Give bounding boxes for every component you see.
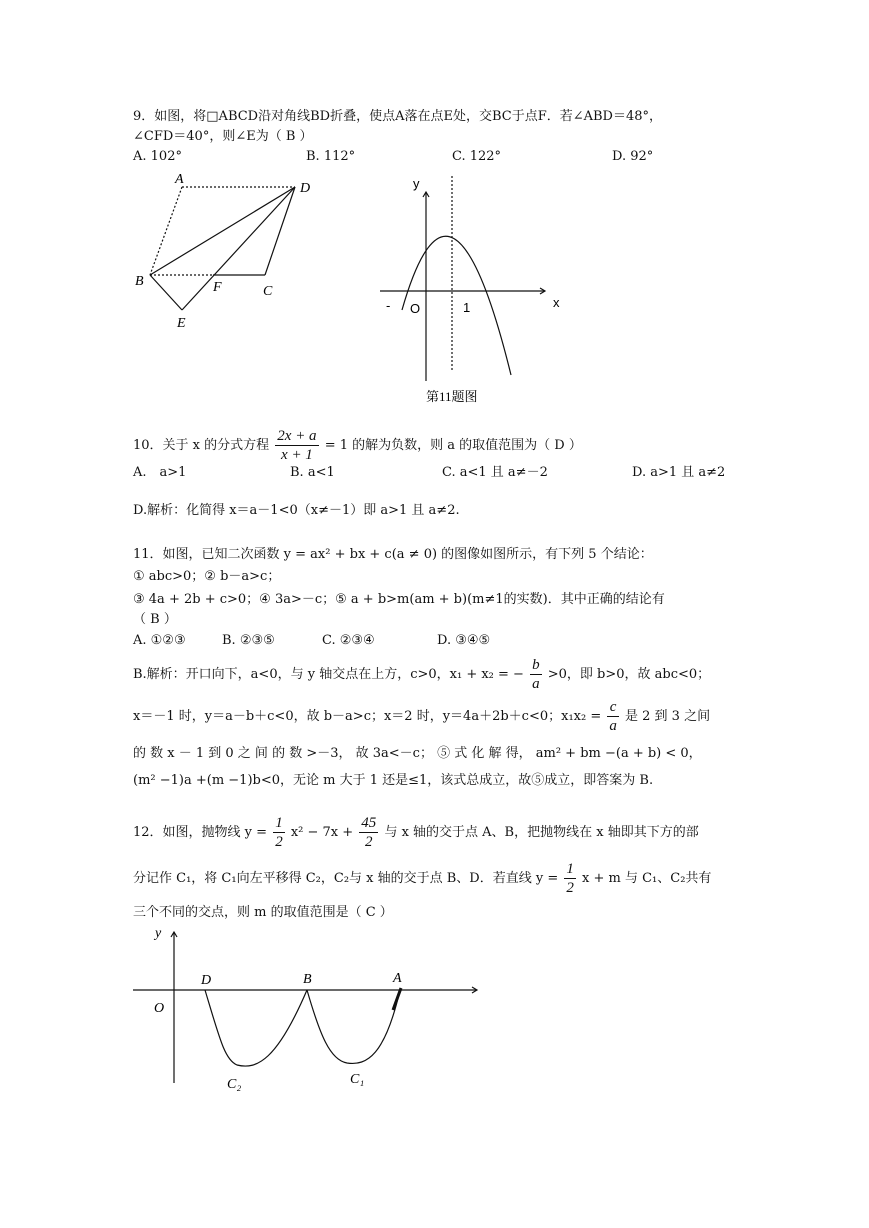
q10-option-d: D. a>1 且 a≠2 [632,465,726,480]
q12-fraction-half [273,814,285,851]
fig11-y-label: y [413,176,420,191]
q11-sol2-prefix: x＝－1 时，y＝a－b＋c<0，故 b－a>c；x＝2 时，y＝4a＋2b＋c<0；x₁x₂ = [133,709,602,724]
parabola-figure [370,170,570,410]
label-a: A [175,172,184,187]
q11-option-c: C. ②③④ [322,633,375,648]
q9-line1: 9．如图，将□ABCD沿对角线BD折叠，使点A落在点E处，交BC于点F．若∠ABD＝48°， [133,109,663,124]
q10-solution: D.解析：化简得 x＝a－1<0（x≠－1）即 a>1 且 a≠2. [133,503,460,518]
q12-middle: x² − 7x + [290,825,354,840]
q11-sol2-fraction-den: a [609,718,617,734]
q11-solution-line3: 的 数 x － 1 到 0 之 间 的 数 >－3， 故 3a<－c； ⑤ 式 化 解 得， am² + bm −(a + b) < 0， [133,746,702,761]
fig12-c2-label: C₂ [227,1077,242,1092]
q9-line2: ∠CFD＝40°，则∠E为（ B ） [133,129,313,144]
fig11-minus-label: - [386,298,391,313]
q11-sol1-fraction-num: b [532,657,540,673]
q12-line2-suffix: x + m 与 C₁、C₂共有 [582,871,712,886]
fig12-b-label: B [303,972,312,987]
q9-option-c: C. 122° [452,149,502,164]
q11-option-b: B. ②③⑤ [222,633,275,648]
fig11-one-label: 1 [463,300,471,315]
parallelogram-figure [125,165,325,335]
q11-option-a: A. ①②③ [133,633,186,648]
fig12-c1-label: C₁ [350,1072,365,1087]
q12-line2-den: 2 [566,880,574,896]
q12-half-den: 2 [275,834,283,850]
q9-option-d: D. 92° [612,149,654,164]
fig12-origin-label: O [154,1001,165,1016]
q10-fraction-den: x + 1 [281,447,313,463]
two-parabola-figure [125,920,495,1100]
q11-solution-line2 [133,697,710,737]
label-e: E [177,316,186,331]
q11-sol1-fraction-den: a [532,676,540,692]
q12-line2-fraction [564,860,576,897]
q10-suffix: = 1 的解为负数，则 a 的取值范围为（ D ） [324,438,582,453]
q10-fraction [275,427,318,464]
q12-line2 [133,858,711,900]
fig12-a-label: A [393,971,402,986]
label-d: D [300,181,311,196]
q11-sol1-fraction [530,656,542,693]
q11-sol2-suffix: 是 2 到 3 之间 [625,709,711,724]
q10-option-b: B. a<1 [290,465,335,480]
q11-option-d: D. ③④⑤ [437,633,491,648]
q11-solution-line4: (m² −1)a +(m −1)b<0，无论 m 大于 1 还是≤1，该式总成立，故⑤成立，即答案为 B. [133,773,654,788]
q12-45-num: 45 [361,815,377,831]
q10-option-a: A. a>1 [133,465,187,480]
q9-option-a: A. 102° [133,149,182,164]
fig11-origin-label: O [410,301,421,316]
q11-sol2-fraction [607,698,619,735]
q12-line1 [133,812,699,854]
q12-fraction-45-2 [359,814,378,851]
q11-line2: ① abc>0；② b－a>c； [133,569,281,584]
q10-fraction-num: 2x + a [277,428,317,444]
fig11-caption: 第11题图 [426,389,478,404]
q12-line3: 三个不同的交点，则 m 的取值范围是（ C ） [133,905,393,920]
q12-prefix: 12．如图，抛物线 y = [133,825,268,840]
q11-sol1-prefix: B.解析：开口向下，a<0，与 y 轴交点在上方，c>0，x₁ + x₂ = − [133,667,524,682]
q12-suffix: 与 x 轴的交于点 A、B，把抛物线在 x 轴即其下方的部 [384,825,699,840]
label-b: B [135,274,144,289]
q11-line1: 11．如图，已知二次函数 y = ax² + bx + c(a ≠ 0) 的图像如图所示，有下列 5 个结论： [133,547,653,562]
q10-option-c: C. a<1 且 a≠－2 [442,465,548,480]
fig11-x-label: x [553,295,560,310]
fig12-y-label: y [155,926,162,941]
label-f: F [213,280,222,295]
q12-45-den: 2 [365,834,373,850]
label-c: C [263,284,273,299]
q12-half-num: 1 [275,815,283,831]
q12-line2-num: 1 [566,861,574,877]
fig12-d-label: D [201,973,212,988]
q11-line3: ③ 4a + 2b + c>0；④ 3a>－c；⑤ a + b>m(am + b)(m≠1的实数)．其中正确的结论有 [133,592,665,607]
q10-line1 [133,426,582,466]
q12-line2-prefix: 分记作 C₁，将 C₁向左平移得 C₂，C₂与 x 轴的交于点 B、D．若直线 y = [133,871,559,886]
q11-line4: （ B ） [133,612,177,627]
q11-solution-line1 [133,655,710,695]
q10-prefix: 10．关于 x 的分式方程 [133,438,270,453]
q9-option-b: B. 112° [306,149,356,164]
q11-sol1-suffix: >0，即 b>0，故 abc<0； [547,667,711,682]
q11-sol2-fraction-num: c [607,698,619,717]
